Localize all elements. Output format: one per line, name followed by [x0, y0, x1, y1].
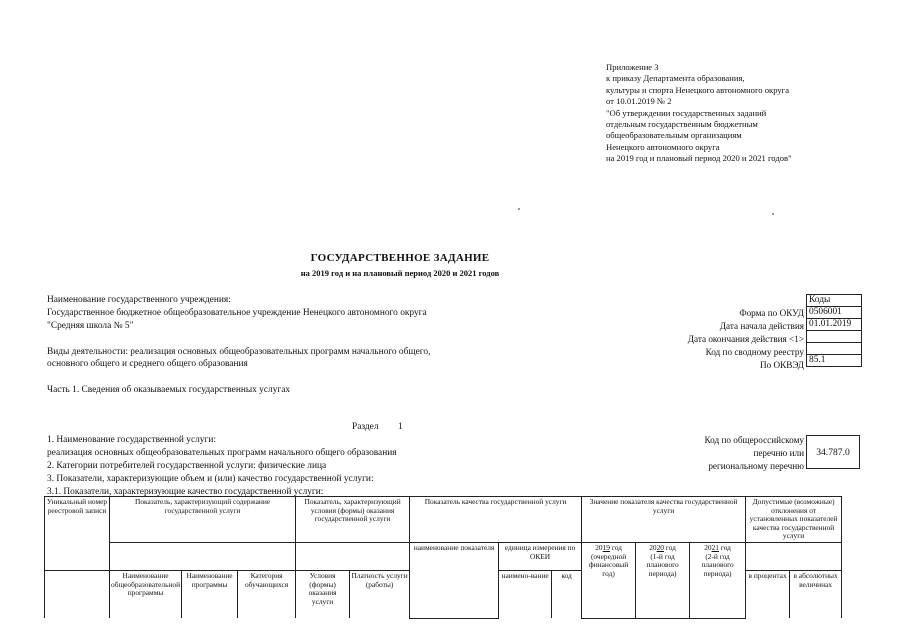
unique-record-header: Уникальный номер реестровой записи: [45, 497, 110, 571]
indicators-heading: 3. Показатели, характеризующие объем и (или) качество государственной услуги:: [47, 474, 374, 484]
document-subtitle: на 2019 год и на плановый период 2020 и 2021 годов: [300, 268, 500, 278]
deviation-spacer: [746, 542, 842, 570]
document-title: ГОСУДАРСТВЕННОЕ ЗАДАНИЕ: [310, 252, 490, 264]
year-2019-label: 2019 год: [595, 542, 622, 552]
start-date-value: 01.01.2019: [807, 319, 862, 331]
year-2020-label: 2020 год: [649, 542, 676, 552]
appendix-line: отдельным государственным бюджетным: [606, 119, 758, 130]
registry-code-value: [807, 343, 862, 355]
indicator-name-header: наименование показателя: [410, 542, 499, 618]
quality-table: [44, 496, 842, 619]
consumer-category: 2. Категории потребителей государственной услуги: физические лица: [47, 461, 327, 471]
student-category-header: Категория обучающихся: [238, 570, 296, 618]
quality-values-header: Значение показателя качества государственной услуги: [582, 497, 746, 543]
appendix-line: к приказу Департамента образования,: [606, 73, 745, 84]
unit-code-header: код: [552, 570, 582, 618]
service-name-value: реализация основных общеобразовательных программ начального общего образования: [47, 448, 397, 458]
content-spacer: [110, 542, 296, 570]
unit-name-header: наимено-вание: [499, 570, 552, 618]
codes-table: [806, 294, 862, 367]
part-title: Часть 1. Сведения об оказываемых государственных услугах: [47, 385, 291, 395]
institution-label: Наименование государственного учреждения:: [47, 295, 231, 305]
institution-name-line2: "Средняя школа № 5": [47, 321, 134, 331]
service-name-label: 1. Наименование государственной услуги:: [47, 435, 216, 445]
codes-header: Коды: [807, 295, 862, 307]
appendix-line: "Об утверждении государственных заданий: [606, 107, 767, 118]
scan-speck: [772, 213, 774, 215]
okv-label-line1: Код по общероссийскому: [704, 435, 804, 445]
okved-value: 85.1: [807, 355, 862, 367]
appendix-line: Приложение 3: [606, 62, 659, 72]
quality-indicator-header: Показатель качества государственной услуги: [410, 497, 582, 543]
start-date-label: Дата начала действия: [719, 321, 804, 331]
deviation-header: Допустимые (возможные) отклонения от установленных показателей качества государственной услуги: [746, 497, 842, 543]
deviation-percent-header: в процентах: [746, 570, 790, 618]
institution-name-line1: Государственное бюджетное общеобразовательное учреждение Ненецкого автономного округа: [47, 308, 427, 318]
appendix-block: [606, 62, 792, 165]
quality-indicators-heading: 3.1. Показатели, характеризующие качество государственной услуги:: [47, 487, 324, 497]
registry-code-label: Код по сводному реестру: [705, 347, 804, 357]
program-name-header: Наименование общеобразовательной программы: [110, 570, 182, 618]
program-header: Наименование программы: [182, 570, 238, 618]
form-okud-value: 0506001: [807, 307, 862, 319]
conditions-spacer: [296, 542, 410, 570]
unit-header: единица измерения по ОКЕИ: [499, 542, 582, 570]
conditions-indicator-header: Показатель, характеризующий условия (формы) оказания государственной услуги: [296, 497, 410, 543]
okv-label-line2: перечню или: [753, 448, 804, 458]
content-indicator-header: Показатель, характеризующий содержание государственной услуги: [110, 497, 296, 543]
end-date-label: Дата окончания действия <1>: [687, 334, 804, 344]
year-2021-label: 2021 год: [704, 542, 731, 552]
appendix-line: Ненецкого автономного округа: [606, 141, 720, 152]
okv-label-line3: региональному перечню: [708, 461, 804, 471]
okved-label: По ОКВЭД: [760, 360, 804, 370]
appendix-line: общеобразовательным организациям: [606, 130, 742, 141]
year-2020-header: [636, 542, 690, 618]
appendix-line: культуры и спорта Ненецкого автономного округа: [606, 84, 790, 95]
appendix-line: на 2019 год и плановый период 2020 и 2021 годов": [606, 153, 792, 164]
payment-header: Платность услуги (работы): [350, 570, 410, 618]
year-2020-note: (1-й год планового периода): [646, 551, 679, 578]
form-okud-label: Форма по ОКУД: [739, 308, 804, 318]
year-2019-header: [582, 542, 636, 618]
year-2021-header: [690, 542, 746, 618]
unique-record-body: [45, 570, 110, 618]
year-2019-note: (очередной финансовый год): [588, 551, 629, 578]
section-number: 1: [398, 422, 403, 432]
deviation-absolute-header: в абсолютных величинах: [790, 570, 842, 618]
year-2021-note: (2-й год планового периода): [701, 551, 734, 578]
activity-line2: основного общего и среднего общего образования: [47, 359, 248, 369]
section-label: Раздел: [352, 422, 379, 432]
appendix-line: от 10.01.2019 № 2: [606, 96, 672, 107]
end-date-value: [807, 331, 862, 343]
service-code-box: 34.787.0: [806, 435, 860, 469]
conditions-header: Условия (формы) оказания услуги: [296, 570, 350, 618]
scan-speck: [518, 208, 520, 210]
activity-line1: Виды деятельности: реализация основных общеобразовательных программ начального общего,: [47, 347, 431, 357]
